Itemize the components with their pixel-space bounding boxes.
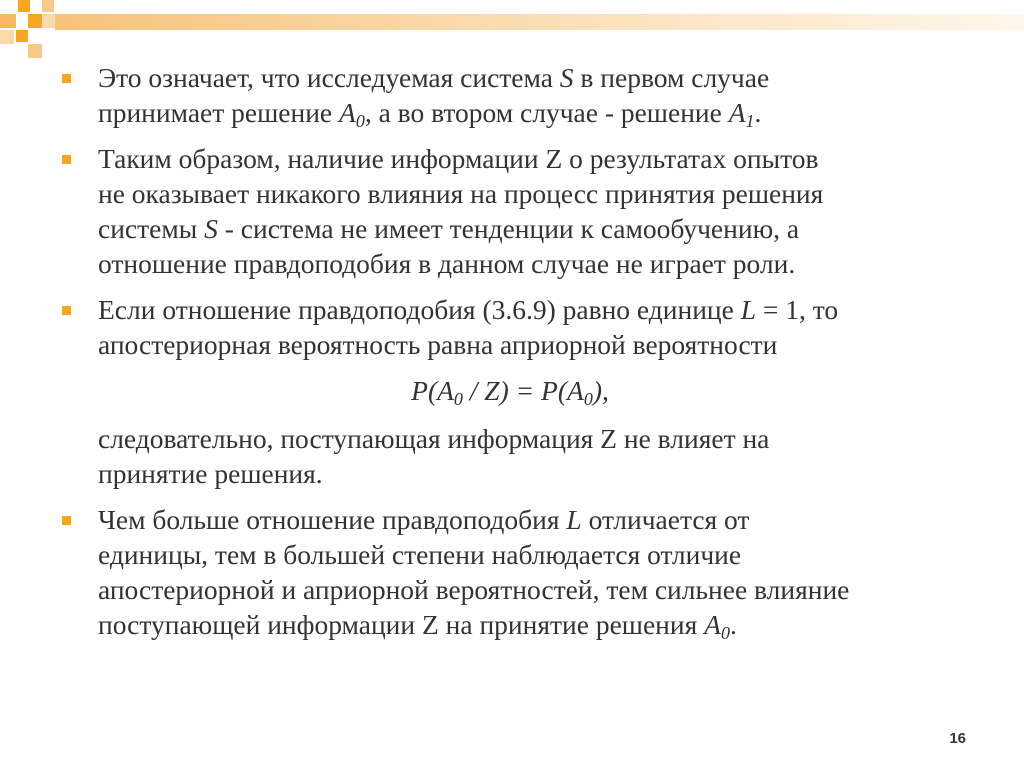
formula: $P(A_0 / Z) = P(A_0)$, bbox=[411, 375, 609, 409]
bullet-item-3: Если отношение правдоподобия (3.6.9) равно единице L = 1, то апостериорная вероятность равна априорной вероятности bbox=[60, 292, 960, 362]
bullet-square-icon bbox=[62, 306, 71, 315]
bullet-square-icon bbox=[62, 155, 71, 164]
bullet-item-2: Таким образом, наличие информации Z о результатах опытов не оказывает никакого влияния на процесс принятия решения системы S - система не имеет тенденции к самообучению, а отношение правдоподобия в данном случае не играет роли. bbox=[60, 141, 960, 281]
bullet-square-icon bbox=[62, 74, 71, 83]
continuation-text: следовательно, поступающая информация Z не влияет на принятие решения. bbox=[98, 423, 770, 489]
bullet-item-4: Чем больше отношение правдоподобия L отличается от единицы, тем в большей степени наблюдается отличие апостериорной и априорной вероятностей, тем сильнее влияние поступающей информации Z на принятие решения $A_0$. bbox=[60, 502, 960, 642]
slide-content bbox=[60, 60, 960, 653]
page-number: 16 bbox=[949, 730, 966, 747]
bullet-item-1: Это означает, что исследуемая система S в первом случае принимает решение $A_0$, а во втором случае - решение $A_1$. bbox=[60, 60, 960, 130]
bullet-square-icon bbox=[62, 516, 71, 525]
